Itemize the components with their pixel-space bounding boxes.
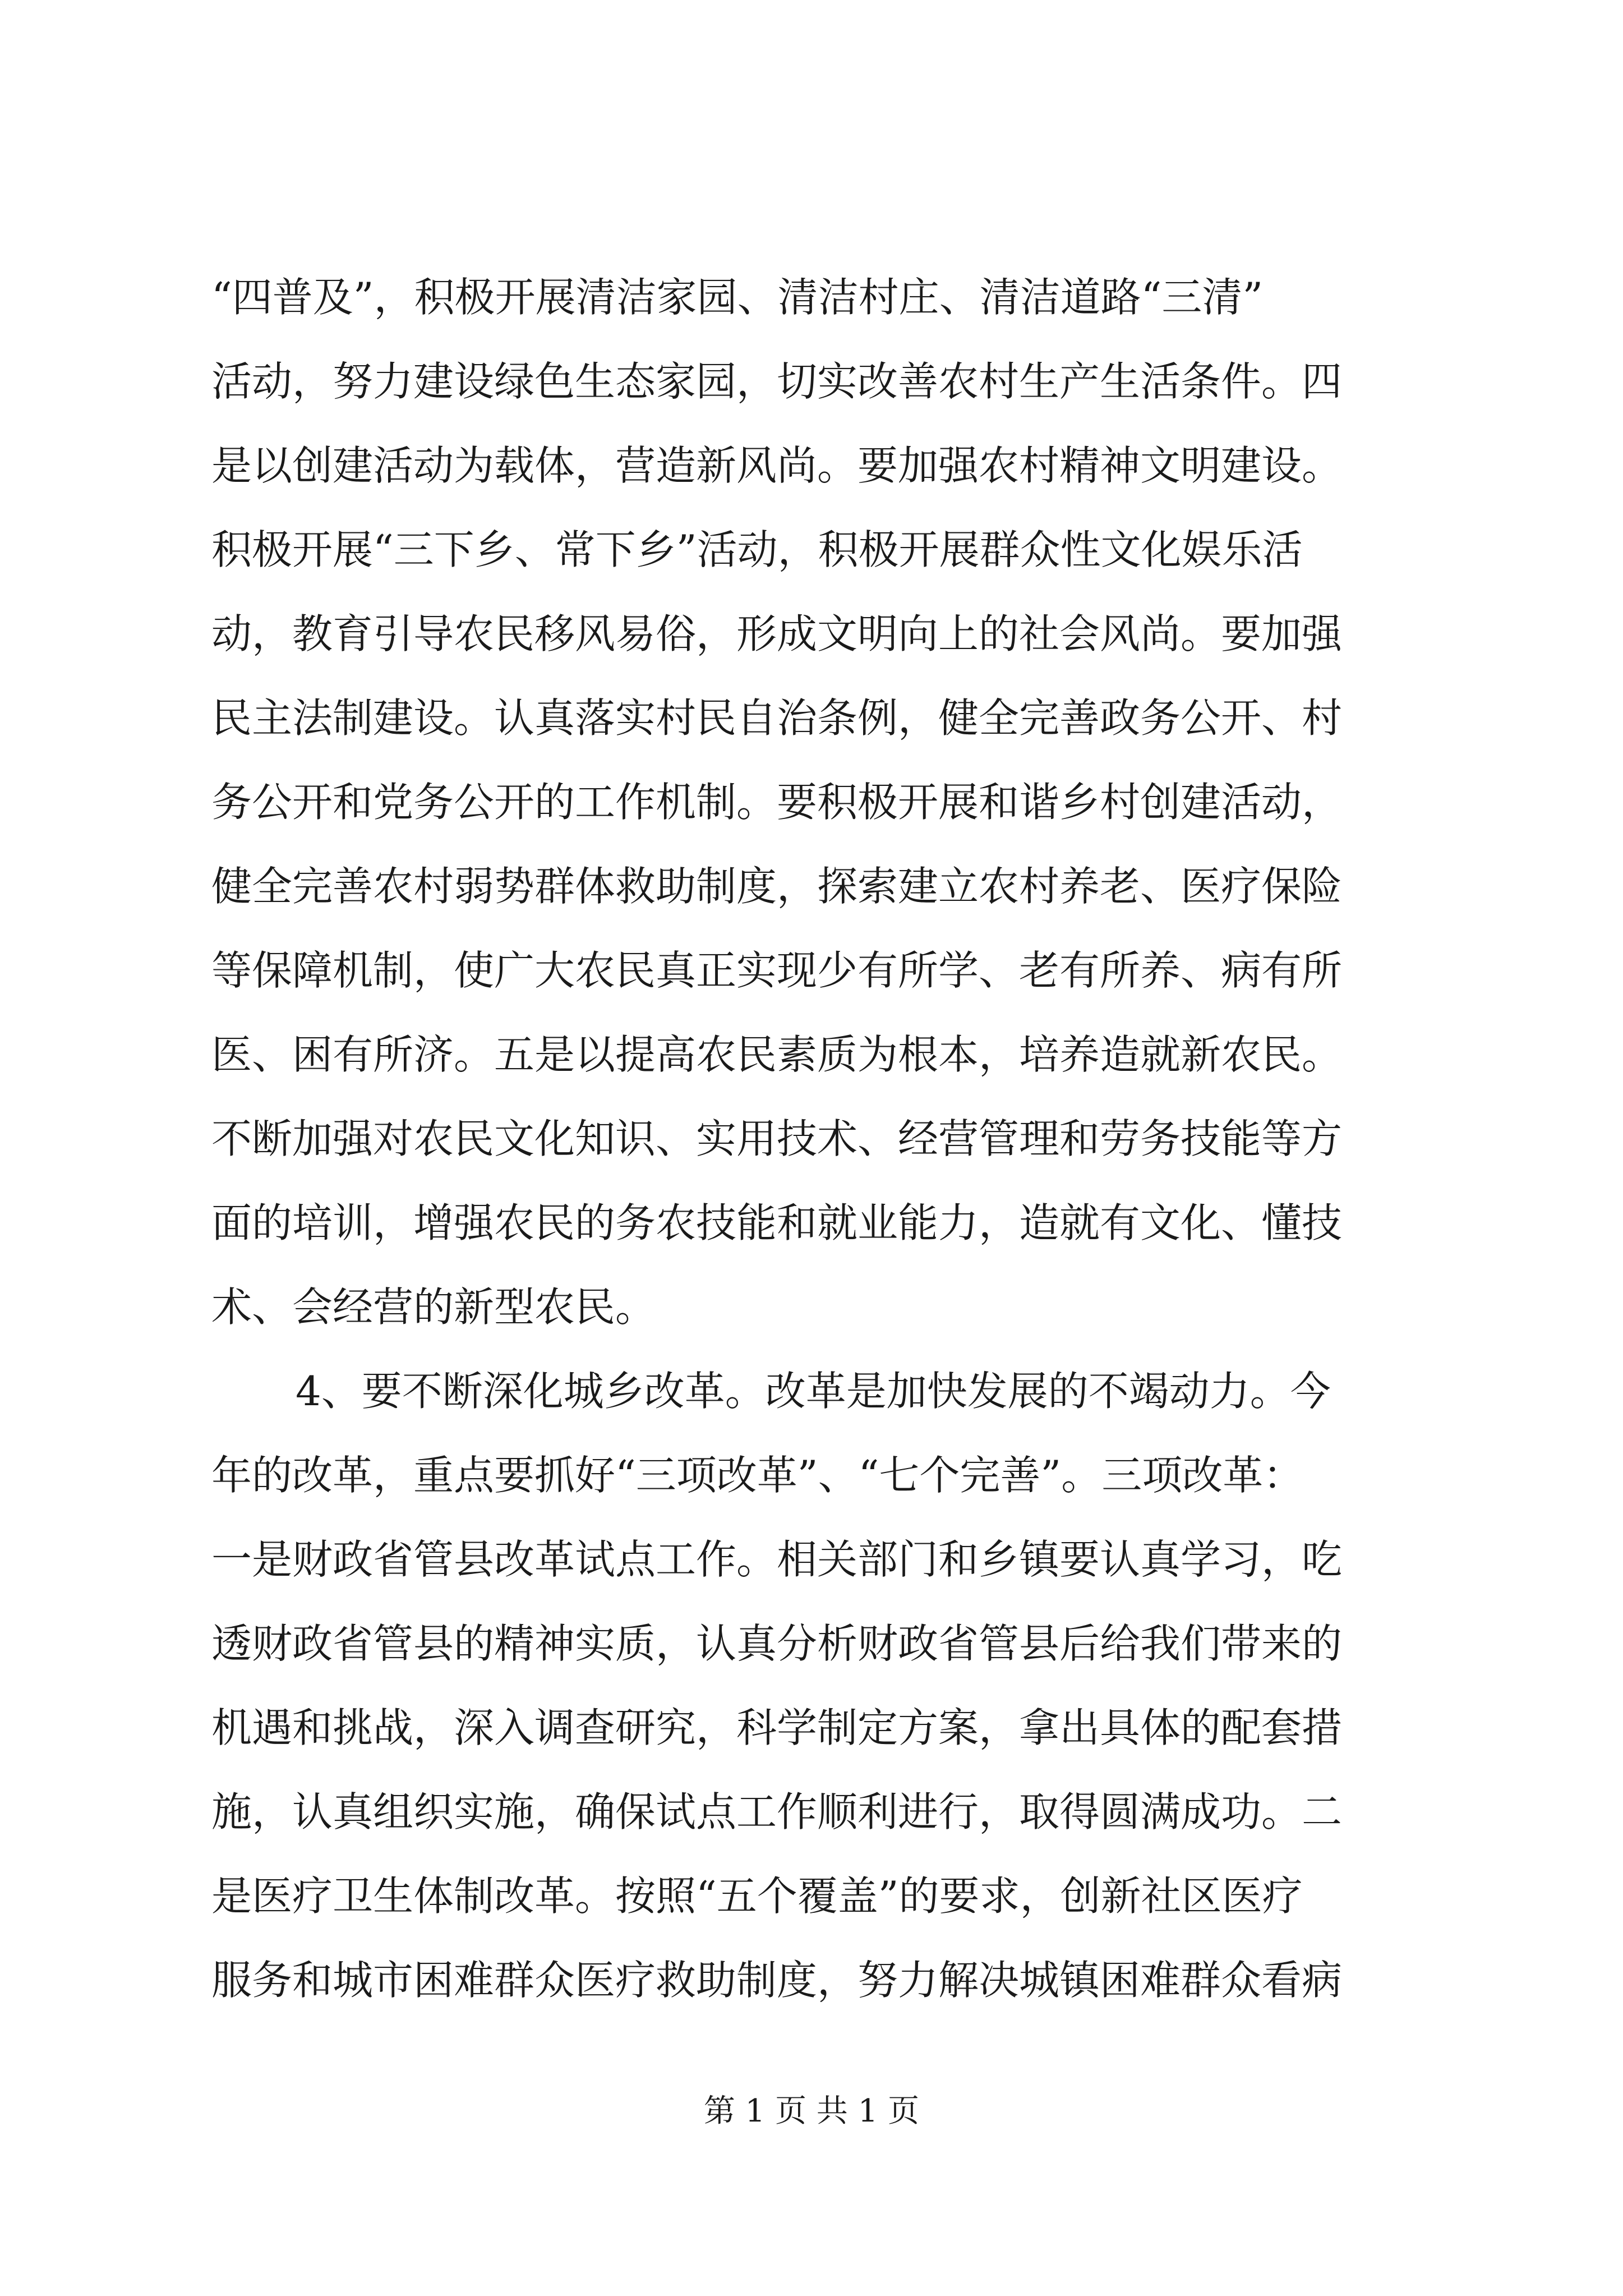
text-line: 民主法制建设。认真落实村民自治条例，健全完善政务公开、村 bbox=[211, 694, 1343, 742]
text-line: 等保障机制，使广大农民真正实现少有所学、老有所养、病有所 bbox=[211, 947, 1343, 994]
text-line: 医、困有所济。五是以提高农民素质为根本，培养造就新农民。 bbox=[211, 1031, 1343, 1078]
text-line: 是医疗卫生体制改革。按照“五个覆盖”的要求，创新社区医疗 bbox=[211, 1872, 1303, 1920]
text-line: 施，认真组织实施，确保试点工作顺利进行，取得圆满成功。二 bbox=[211, 1788, 1343, 1835]
page-number-label: 第 1 页 共 1 页 bbox=[703, 2093, 920, 2129]
text-line: 健全完善农村弱势群体救助制度，探索建立农村养老、医疗保险 bbox=[211, 863, 1343, 910]
text-line: 机遇和挑战，深入调查研究，科学制定方案，拿出具体的配套措 bbox=[211, 1704, 1343, 1751]
page-footer bbox=[0, 2089, 1623, 2134]
text-line: 是以创建活动为载体，营造新风尚。要加强农村精神文明建设。 bbox=[211, 442, 1343, 489]
text-line-indented: 4、要不断深化城乡改革。改革是加快发展的不竭动力。今 bbox=[296, 1368, 1331, 1415]
text-line: “四普及”，积极开展清洁家园、清洁村庄、清洁道路“三清” bbox=[211, 274, 1264, 321]
text-line: 年的改革，重点要抓好“三项改革”、“七个完善”。三项改革： bbox=[211, 1452, 1304, 1499]
text-line: 积极开展“三下乡、常下乡”活动，积极开展群众性文化娱乐活 bbox=[211, 526, 1303, 573]
text-line: 面的培训，增强农民的务农技能和就业能力，造就有文化、懂技 bbox=[211, 1199, 1343, 1246]
text-line: 服务和城市困难群众医疗救助制度，努力解决城镇困难群众看病 bbox=[211, 1957, 1343, 2004]
text-line: 务公开和党务公开的工作机制。要积极开展和谐乡村创建活动， bbox=[211, 779, 1343, 826]
text-line: 活动，努力建设绿色生态家园，切实改善农村生产生活条件。四 bbox=[211, 358, 1343, 405]
text-line: 不断加强对农民文化知识、实用技术、经营管理和劳务技能等方 bbox=[211, 1115, 1343, 1162]
text-line: 一是财政省管县改革试点工作。相关部门和乡镇要认真学习，吃 bbox=[211, 1536, 1343, 1583]
text-line: 术、会经营的新型农民。 bbox=[211, 1283, 656, 1331]
text-line: 透财政省管县的精神实质，认真分析财政省管县后给我们带来的 bbox=[211, 1620, 1343, 1667]
body-text bbox=[211, 255, 1417, 2022]
text-line: 动，教育引导农民移风易俗，形成文明向上的社会风尚。要加强 bbox=[211, 610, 1343, 657]
